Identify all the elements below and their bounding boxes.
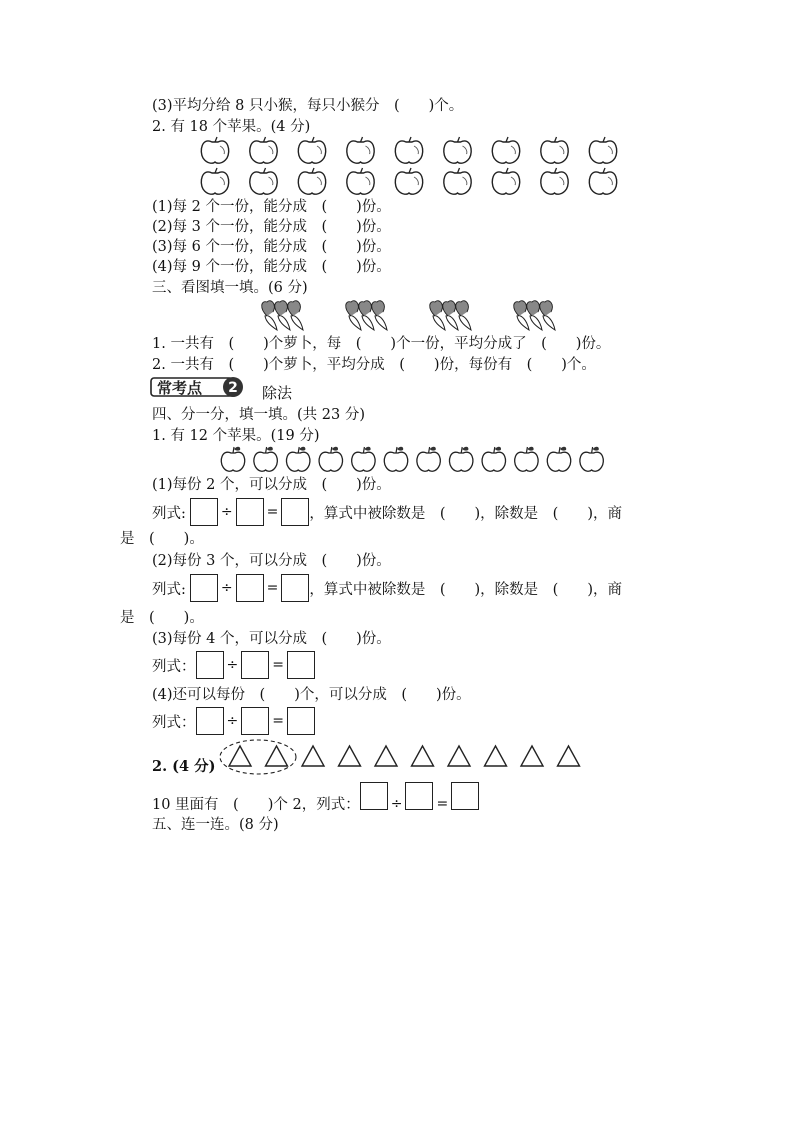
apple-icon-grid <box>200 136 630 198</box>
formula-wrap-2: 是 ( )。 <box>120 610 204 626</box>
apple-icon <box>395 137 422 163</box>
formula-row-2 <box>152 574 622 602</box>
carrot-group-icon <box>346 301 387 330</box>
apple-icon <box>395 168 422 194</box>
section-4-title: 四、分一分，填一填。(共 23 分) <box>152 407 365 423</box>
apple-icon <box>319 447 342 471</box>
equals-sign: = <box>266 580 279 596</box>
apple-icon <box>298 137 325 163</box>
q3-monkeys: (3)平均分给 8 只小猴，每只小猴分 ( )个。 <box>152 98 464 114</box>
divide-sign: ÷ <box>220 504 233 520</box>
divisor-box[interactable] <box>405 782 433 810</box>
q4-1: (1)每份 2 个，可以分成 ( )份。 <box>152 477 391 493</box>
equals-sign: = <box>272 713 284 729</box>
quotient-box[interactable] <box>281 574 309 602</box>
apple-icon <box>547 447 570 471</box>
apple-icon <box>482 447 505 471</box>
apple-icon <box>589 137 616 163</box>
carrot-group-icon <box>430 301 471 330</box>
section-4-q2-title: 2. (4 分) <box>152 758 216 775</box>
triangle-icon <box>229 746 251 766</box>
carrot-group-icon <box>514 301 555 330</box>
q4-3: (3)每份 4 个，可以分成 ( )份。 <box>152 631 391 647</box>
triangle-icon <box>266 746 288 766</box>
triangle-icon <box>448 746 470 766</box>
quotient-box[interactable] <box>287 651 315 679</box>
ten-prefix: 10 里面有 ( )个 2，列式： <box>152 797 360 813</box>
formula-prefix: 列式： <box>152 658 196 675</box>
apple-icon <box>347 137 374 163</box>
q2-3: (3)每 6 个一份，能分成 ( )份。 <box>152 239 391 255</box>
apple-icon <box>444 137 471 163</box>
quotient-box[interactable] <box>281 498 309 526</box>
divide-sign: ÷ <box>226 657 239 673</box>
formula-row-3 <box>152 651 315 679</box>
triangles-figure <box>218 738 588 776</box>
apple-icon <box>492 137 519 163</box>
divisor-box[interactable] <box>236 498 264 526</box>
apples-18-figure <box>200 136 630 198</box>
dividend-box[interactable] <box>196 707 224 735</box>
apple-icon <box>298 168 325 194</box>
q2-apples-title: 2. 有 18 个苹果。(4 分) <box>152 119 311 135</box>
q4-2: (2)每份 3 个，可以分成 ( )份。 <box>152 553 391 569</box>
apple-icon <box>250 137 277 163</box>
triangle-icon <box>375 746 397 766</box>
q4-4: (4)还可以每份 ( )个，可以分成 ( )份。 <box>152 687 471 703</box>
triangle-icon <box>339 746 361 766</box>
apples-12-figure <box>220 444 610 474</box>
equals-sign: = <box>266 504 279 520</box>
ten-formula-row <box>152 777 479 814</box>
apple-icon <box>384 447 407 471</box>
q2-1: (1)每 2 个一份，能分成 ( )份。 <box>152 199 391 215</box>
triangle-icon <box>521 746 543 766</box>
apple-icon <box>492 168 519 194</box>
formula-row-4 <box>152 707 315 735</box>
section-4-q1-title: 1. 有 12 个苹果。(19 分) <box>152 428 320 444</box>
apple-icon <box>580 447 603 471</box>
section-3-title: 三、看图填一填。(6 分) <box>152 280 308 296</box>
apple-icon <box>444 168 471 194</box>
equals-sign: = <box>436 795 449 812</box>
apple-icon <box>449 447 472 471</box>
dividend-box[interactable] <box>190 574 218 602</box>
section-3-q2: 2. 一共有 ( )个萝卜，平均分成 ( )份，每份有 ( )个。 <box>152 357 596 373</box>
formula-tail: ，算式中被除数是 ( )，除数是 ( )，商 <box>309 581 622 598</box>
divide-sign: ÷ <box>390 795 403 812</box>
key-point-topic: 除法 <box>262 384 293 402</box>
divisor-box[interactable] <box>241 651 269 679</box>
formula-row-1 <box>152 498 622 526</box>
triangle-icon <box>302 746 324 766</box>
apple-icon <box>352 447 375 471</box>
dividend-box[interactable] <box>190 498 218 526</box>
divide-sign: ÷ <box>226 713 239 729</box>
apple-icon <box>589 168 616 194</box>
formula-wrap-1: 是 ( )。 <box>120 531 204 547</box>
formula-tail: ，算式中被除数是 ( )，除数是 ( )，商 <box>309 505 622 522</box>
apple-icon <box>347 168 374 194</box>
apple-icon <box>417 447 440 471</box>
divisor-box[interactable] <box>241 707 269 735</box>
carrot-groups-figure <box>255 296 605 334</box>
carrot-group-icon <box>262 301 303 330</box>
triangle-icon <box>412 746 434 766</box>
dividend-box[interactable] <box>360 782 388 810</box>
apple-icon <box>250 168 277 194</box>
triangle-icon <box>558 746 580 766</box>
formula-prefix: 列式: <box>152 505 186 522</box>
q2-4: (4)每 9 个一份，能分成 ( )份。 <box>152 259 391 275</box>
dividend-box[interactable] <box>196 651 224 679</box>
section-5-title: 五、连一连。(8 分) <box>152 817 279 833</box>
apple-icon <box>201 168 228 194</box>
formula-prefix: 列式： <box>152 714 196 731</box>
section-3-q1: 1. 一共有 ( )个萝卜，每 ( )个一份，平均分成了 ( )份。 <box>152 336 611 352</box>
key-point-badge <box>150 375 246 399</box>
svg-text:2: 2 <box>228 380 238 396</box>
apple-icon <box>515 447 538 471</box>
apple-icon <box>201 137 228 163</box>
apple-icon <box>254 447 277 471</box>
apple-icon <box>541 137 568 163</box>
q2-2: (2)每 3 个一份，能分成 ( )份。 <box>152 219 391 235</box>
quotient-box[interactable] <box>451 782 479 810</box>
apple-icon <box>541 168 568 194</box>
formula-prefix: 列式: <box>152 581 186 598</box>
quotient-box[interactable] <box>287 707 315 735</box>
apple-icon <box>286 447 309 471</box>
apple-icon <box>221 447 244 471</box>
equals-sign: = <box>272 657 284 673</box>
group-circle <box>220 740 296 774</box>
divide-sign: ÷ <box>220 580 233 596</box>
svg-text:常考点: 常考点 <box>157 379 203 397</box>
divisor-box[interactable] <box>236 574 264 602</box>
triangle-icon <box>485 746 507 766</box>
